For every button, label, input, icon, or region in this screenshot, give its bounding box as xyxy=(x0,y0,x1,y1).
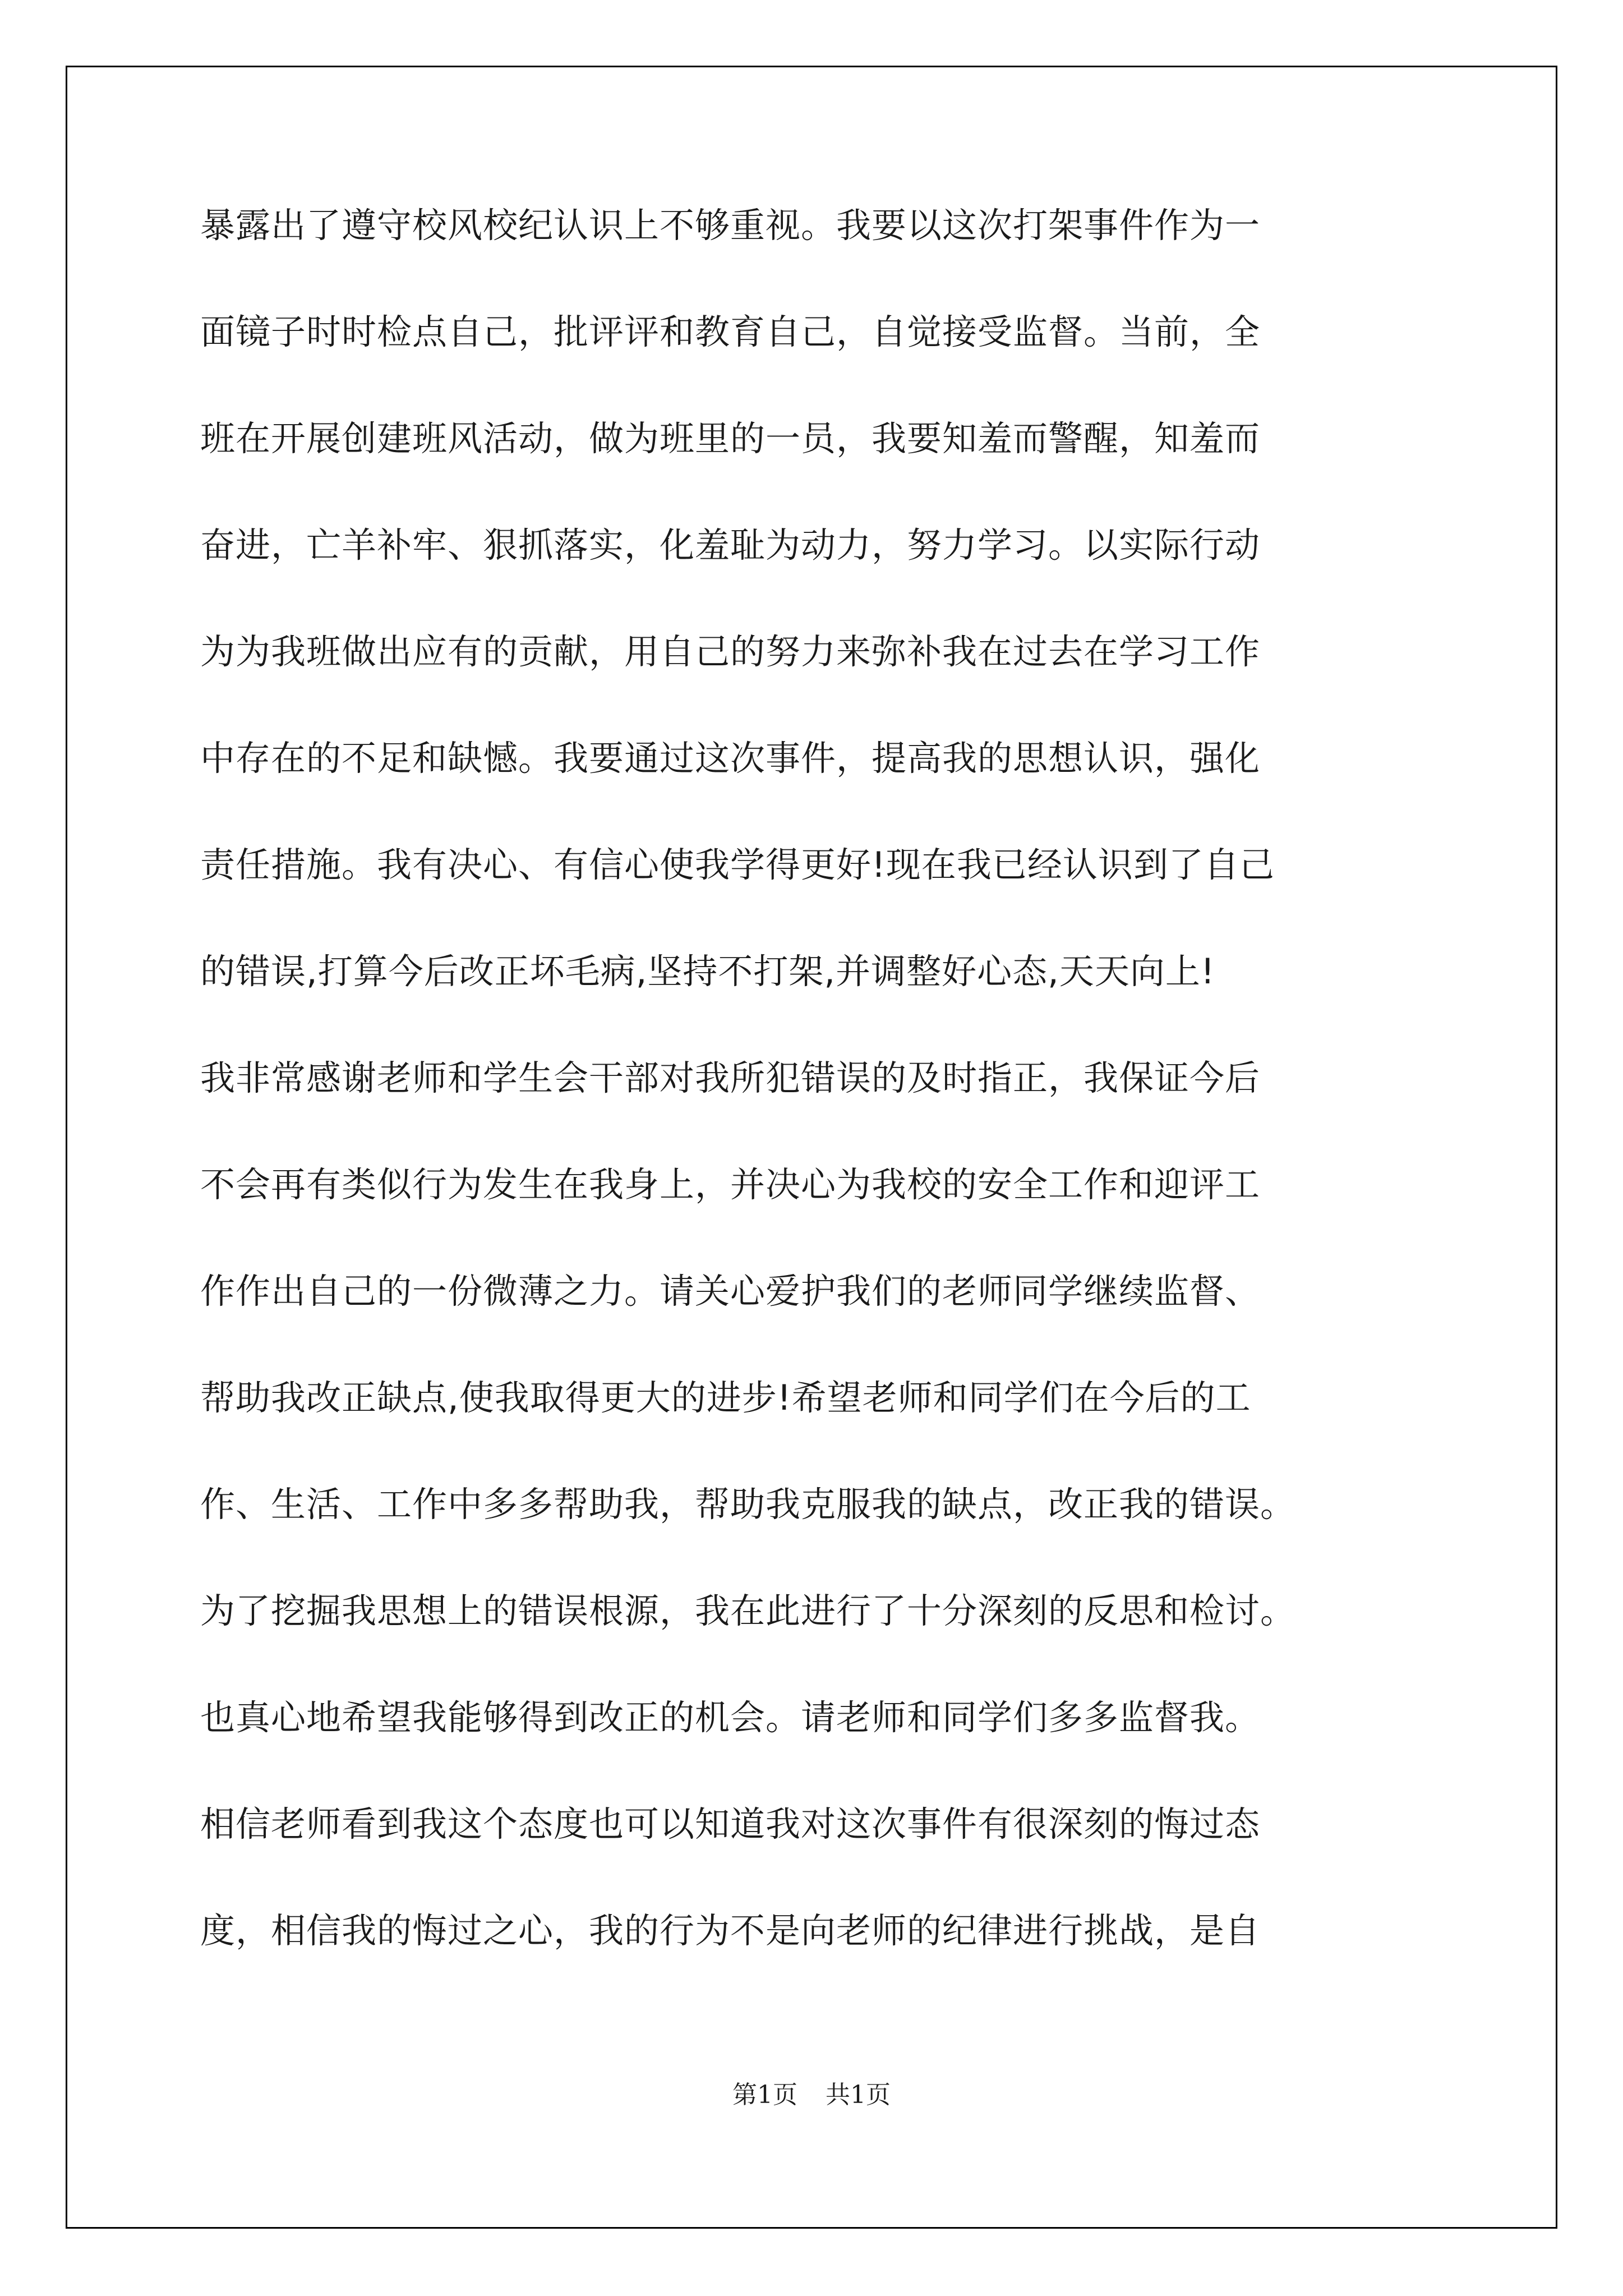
text-line: 度，相信我的悔过之心，我的行为不是向老师的纪律进行挑战，是自 xyxy=(200,1910,1261,1951)
text-line: 为了挖掘我思想上的错误根源，我在此进行了十分深刻的反思和检讨。 xyxy=(200,1590,1296,1631)
text-line: 作作出自己的一份微薄之力。请关心爱护我们的老师同学继续监督、 xyxy=(200,1271,1261,1312)
text-line: 暴露出了遵守校风校纪认识上不够重视。我要以这次打架事件作为一 xyxy=(200,205,1261,246)
text-line: 责任措施。我有决心、有信心使我学得更好!现在我已经认识到了自己 xyxy=(200,844,1275,885)
text-line: 相信老师看到我这个态度也可以知道我对这次事件有很深刻的悔过态 xyxy=(200,1803,1261,1844)
text-line: 作、生活、工作中多多帮助我，帮助我克服我的缺点，改正我的错误。 xyxy=(200,1484,1296,1525)
text-line: 面镜子时时检点自己，批评评和教育自己，自觉接受监督。当前，全 xyxy=(200,311,1261,352)
page-footer xyxy=(0,2078,1623,2112)
text-line: 奋进，亡羊补牢、狠抓落实，化羞耻为动力，努力学习。以实际行动 xyxy=(200,524,1261,565)
page-total: 共1页 xyxy=(826,2081,891,2109)
text-line: 为为我班做出应有的贡献，用自己的努力来弥补我在过去在学习工作 xyxy=(200,631,1261,672)
document-body xyxy=(200,197,1434,2009)
text-line: 我非常感谢老师和学生会干部对我所犯错误的及时指正，我保证今后 xyxy=(200,1057,1261,1098)
text-line: 帮助我改正缺点,使我取得更大的进步!希望老师和同学们在今后的工 xyxy=(200,1377,1251,1418)
text-line: 班在开展创建班风活动，做为班里的一员，我要知羞而警醒，知羞而 xyxy=(200,418,1261,459)
text-line: 也真心地希望我能够得到改正的机会。请老师和同学们多多监督我。 xyxy=(200,1697,1261,1738)
text-line: 不会再有类似行为发生在我身上，并决心为我校的安全工作和迎评工 xyxy=(200,1164,1261,1205)
text-line: 的错误,打算今后改正坏毛病,坚持不打架,并调整好心态,天天向上! xyxy=(200,951,1215,992)
page-number: 第1页 xyxy=(732,2081,797,2109)
text-line: 中存在的不足和缺憾。我要通过这次事件，提高我的思想认识，强化 xyxy=(200,738,1261,779)
